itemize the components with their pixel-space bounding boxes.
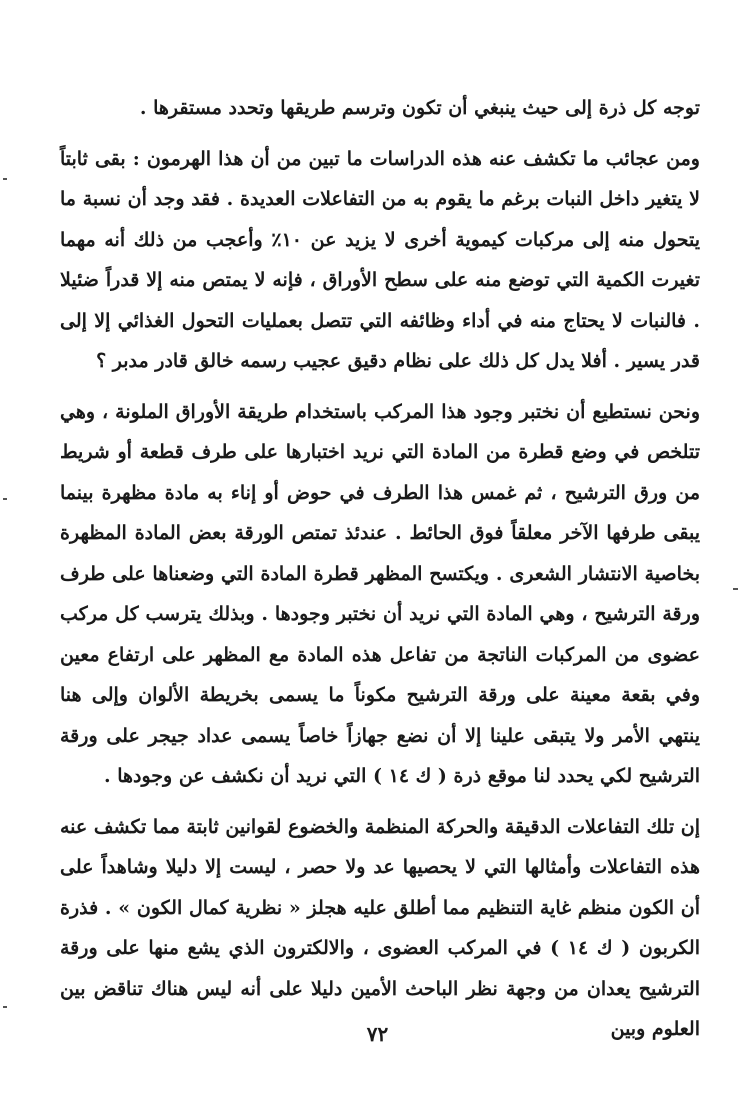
scan-mark-left-1 (3, 178, 7, 180)
scan-mark-left-2 (3, 498, 7, 500)
paragraph-conclusion: إن تلك التفاعلات الدقيقة والحركة المنظمة والخضوع لقوانين ثابتة مما تكشف عنه هذه التفاعلات وأمثالها التي لا يحصيها عد ولا حصر ، ليست إلا دليلا وشاهداً على أن الكون منظم غاية التنظيم مما أطلق عليه هجلز « نظرية كمال الكون » . فذرة الكربون ( ك ١٤ ) في المركب العضوى ، والالكترون الذي يشع منها على ورقة الترشيح يعدان من وجهة نظر الباحث الأمين دليلا على أنه ليس هناك تناقض بين العلوم وبين (60, 815, 700, 1040)
paragraph-hormone: ومن عجائب ما تكشف عنه هذه الدراسات ما تبين من أن هذا الهرمون : بقى ثابتاً لا يتغير داخل النبات برغم ما يقوم به من التفاعلات العديدة . فقد وجد أن نسبة ما يتحول منه إلى مركبات كيموية أخرى لا يزيد عن ١٠٪ وأعجب من ذلك أنه مهما تغيرت الكمية التي توضع منه على سطح الأوراق ، فإنه لا يمتص منه إلا قدراً ضئيلا . فالنبات لا يحتاج منه في أداء وظائفه التي تتصل بعمليات التحول الغذائي إلا إلى قدر يسير . أفلا يدل كل ذلك على نظام دقيق عجيب رسمه خالق قادر مدبر ؟ (60, 147, 700, 372)
page-number: ٧٢ (366, 1022, 389, 1046)
scan-mark-right-1 (733, 588, 738, 590)
document-page (60, 88, 700, 1050)
scan-mark-left-3 (3, 1006, 7, 1008)
paragraph-intro-line: توجه كل ذرة إلى حيث ينبغي أن تكون وترسم طريقها وتحدد مستقرها . (139, 97, 700, 119)
paragraph-test-method: ونحن نستطيع أن نختبر وجود هذا المركب باستخدام طريقة الأوراق الملونة ، وهي تتلخص في وضع قطرة من المادة التي نريد اختبارها على طرف قطعة أو شريط من ورق الترشيح ، ثم غمس هذا الطرف في حوض أو إناء به مادة مظهرة بينما يبقى طرفها الآخر معلقاً فوق الحائط . عندئذ تمتص الورقة بعض المادة المظهرة بخاصية الانتشار الشعرى . ويكتسح المظهر قطرة المادة التي وضعناها على طرف ورقة الترشيح ، وهي المادة التي نريد أن نختبر وجودها . وبذلك يترسب كل مركب عضوى من المركبات الناتجة من تفاعل هذه المادة مع المظهر على ارتفاع معين وفي بقعة معينة على ورقة الترشيح مكوناً ما يسمى بخريطة الألوان وإلى هنا ينتهي الأمر ولا يتبقى علينا إلا أن نضع جهازاً خاصاً يسمى عداد جيجر على ورقة الترشيح لكي يحدد لنا موقع ذرة ( ك ١٤ ) التي نريد أن نكشف عن وجودها . (60, 400, 700, 787)
